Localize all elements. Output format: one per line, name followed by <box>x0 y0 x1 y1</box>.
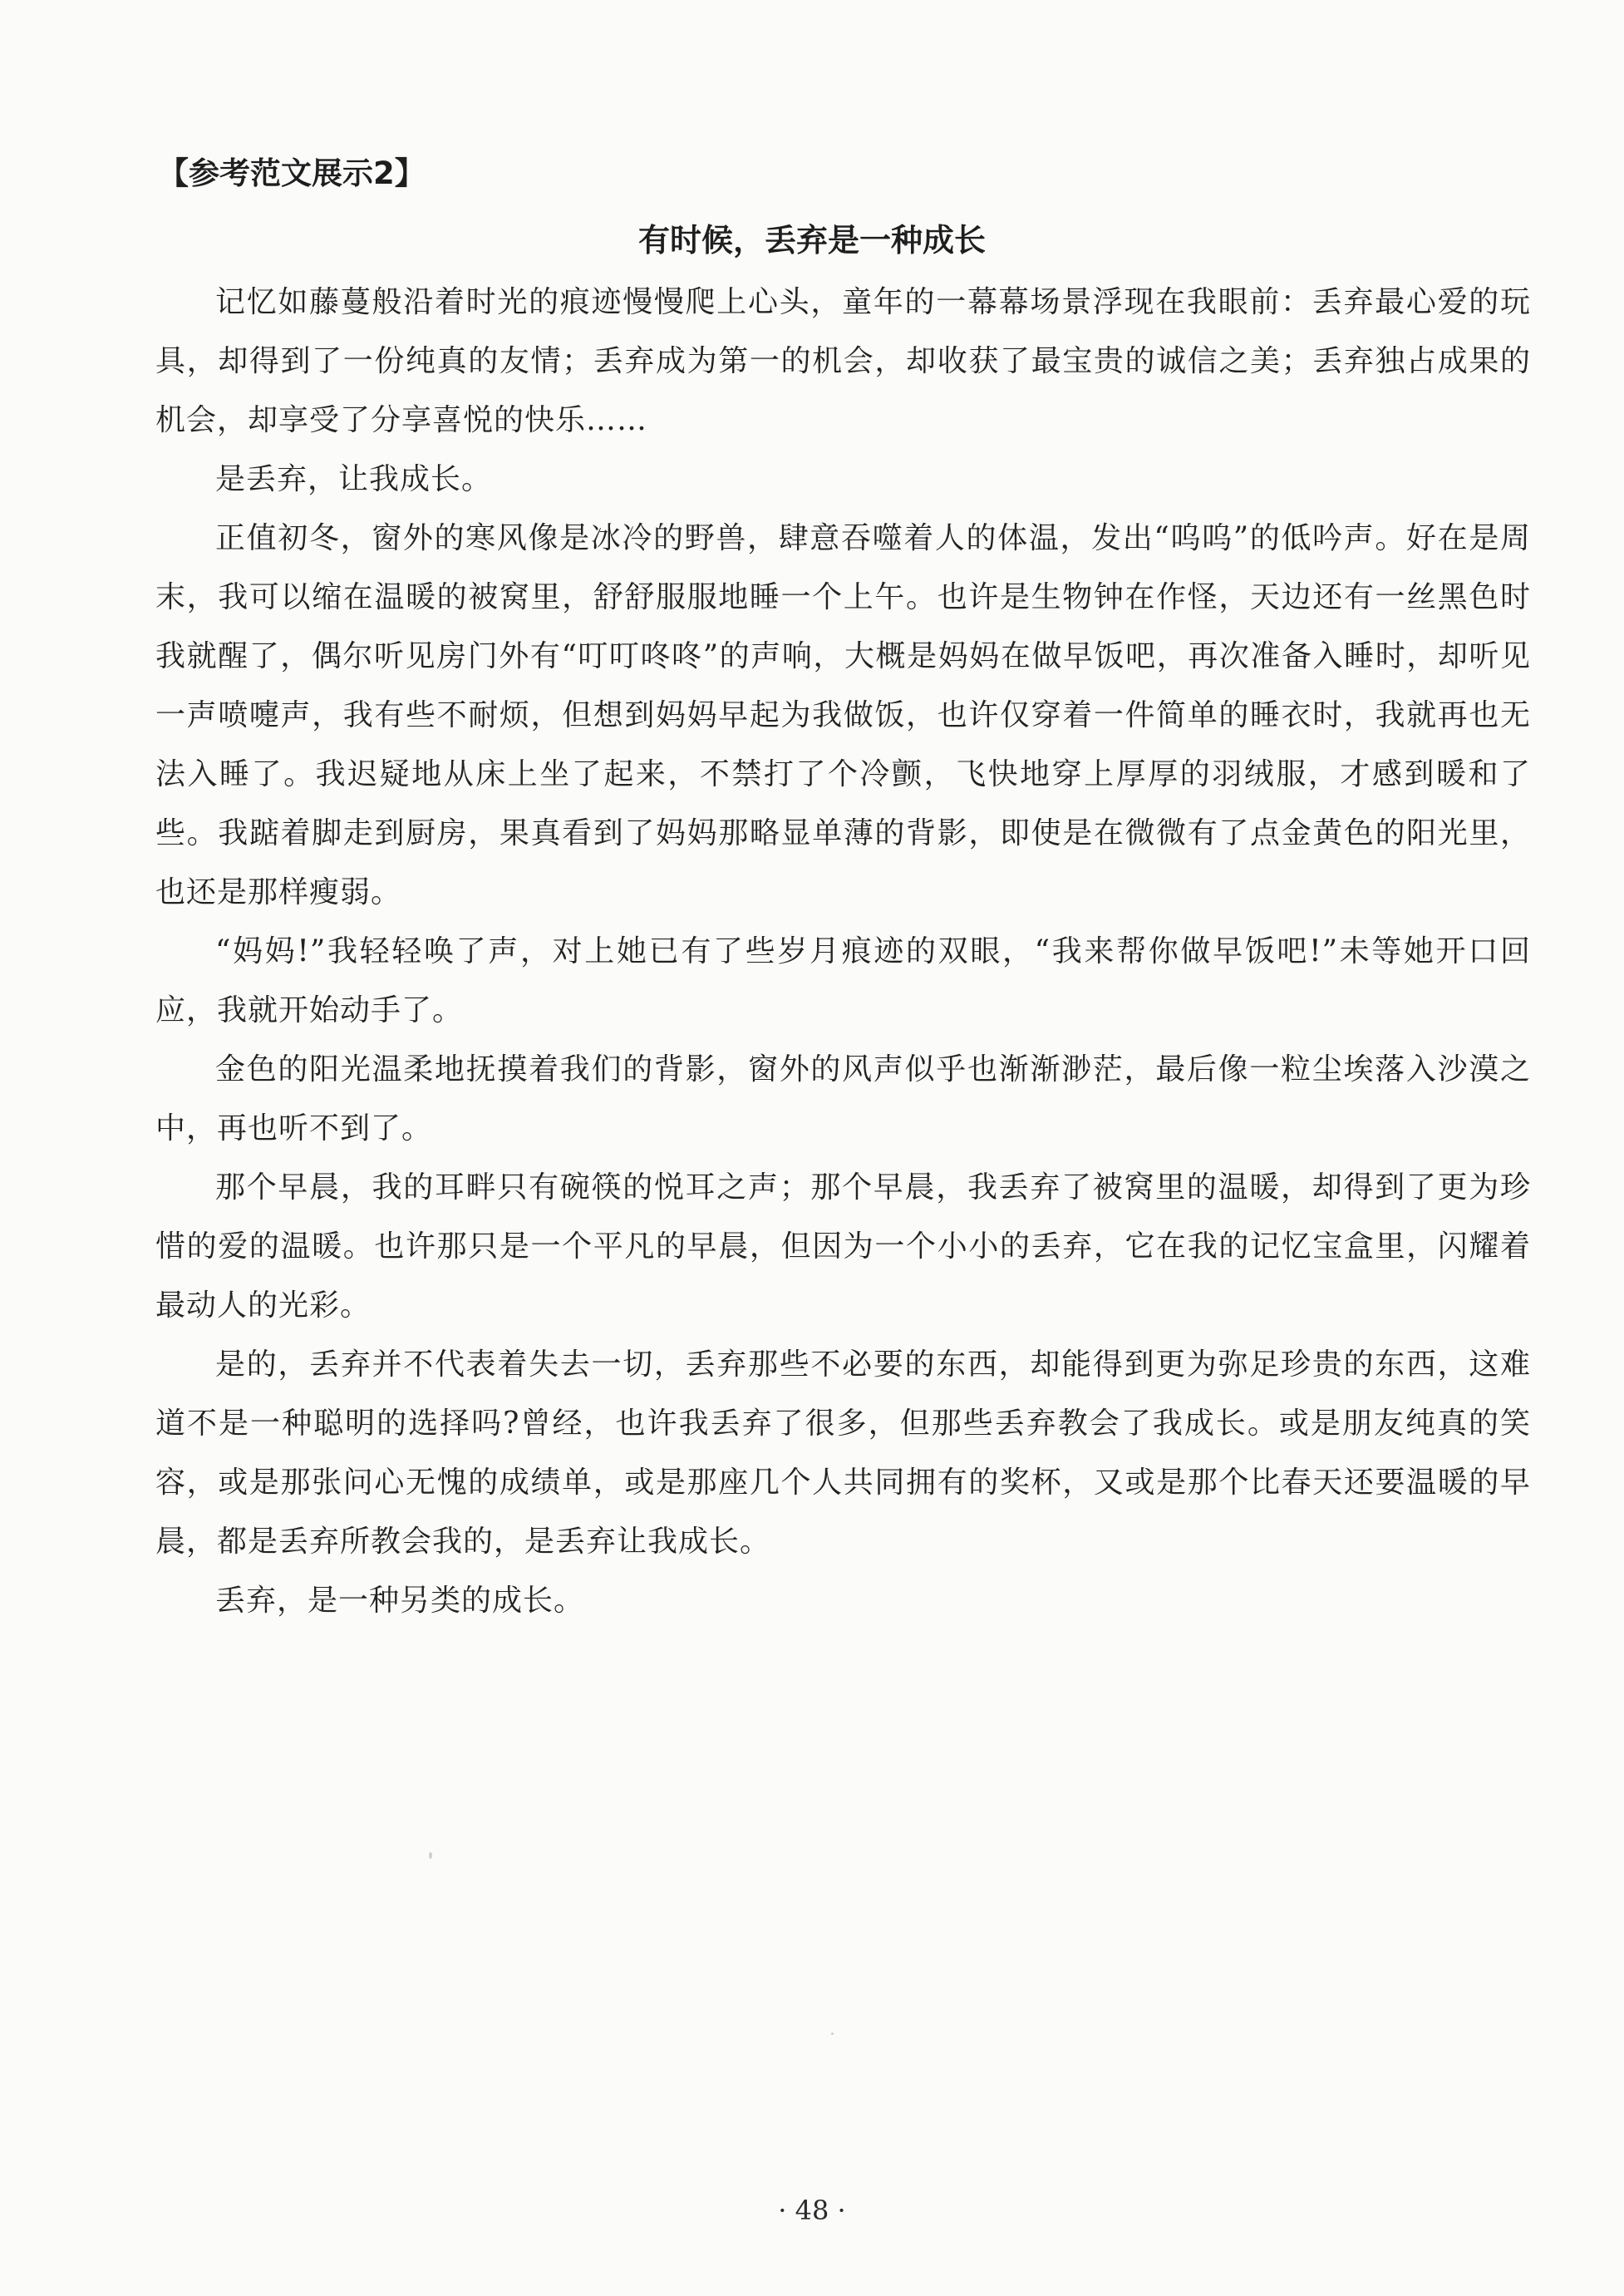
scan-speck <box>831 2032 834 2035</box>
essay-title: 有时候，丢弃是一种成长 <box>637 222 986 259</box>
paragraph: 正值初冬，窗外的寒风像是冰冷的野兽，肆意吞噬着人的体温，发出“呜呜”的低吟声。好在是周末，我可以缩在温暖的被窝里，舒舒服服地睡一个上午。也许是生物钟在作怪，天边还有一丝黑色时我就醒了，偶尔听见房门外有“叮叮咚咚”的声响，大概是妈妈在做早饭吧，再次准备入睡时，却听见一声喷嚏声，我有些不耐烦，但想到妈妈早起为我做饭，也许仅穿着一件简单的睡衣时，我就再也无法入睡了。我迟疑地从床上坐了起来，不禁打了个冷颤，飞快地穿上厚厚的羽绒服，才感到暖和了些。我踮着脚走到厨房，果真看到了妈妈那略显单薄的背影，即使是在微微有了点金黄色的阳光里，也还是那样瘦弱。 <box>155 521 1531 909</box>
scan-speck <box>429 1852 432 1859</box>
paragraph: 是丢弃，让我成长。 <box>215 462 493 496</box>
essay-body <box>155 273 1531 1630</box>
paragraph: 记忆如藤蔓般沿着时光的痕迹慢慢爬上心头，童年的一幕幕场景浮现在我眼前：丢弃最心爱的玩具，却得到了一份纯真的友情；丢弃成为第一的机会，却收获了最宝贵的诚信之美；丢弃独占成果的机会，却享受了分享喜悦的快乐…… <box>155 285 1531 437</box>
page-number: · 48 · <box>778 2195 846 2226</box>
paragraph: 金色的阳光温柔地抚摸着我们的背影，窗外的风声似乎也渐渐渺茫，最后像一粒尘埃落入沙漠之中，再也听不到了。 <box>155 1052 1531 1146</box>
section-label: 【参考范文展示2】 <box>158 155 426 191</box>
paragraph: 那个早晨，我的耳畔只有碗筷的悦耳之声；那个早晨，我丢弃了被窝里的温暖，却得到了更为珍惜的爱的温暖。也许那只是一个平凡的早晨，但因为一个小小的丢弃，它在我的记忆宝盒里，闪耀着最动人的光彩。 <box>155 1170 1531 1323</box>
paragraph: 是的，丢弃并不代表着失去一切，丢弃那些不必要的东西，却能得到更为弥足珍贵的东西，这难道不是一种聪明的选择吗?曾经，也许我丢弃了很多，但那些丢弃教会了我成长。或是朋友纯真的笑容，或是那张问心无愧的成绩单，或是那座几个人共同拥有的奖杯，又或是那个比春天还要温暖的早晨，都是丢弃所教会我的，是丢弃让我成长。 <box>155 1348 1531 1559</box>
paragraph: 丢弃，是一种另类的成长。 <box>215 1584 585 1618</box>
paragraph: “妈妈!”我轻轻唤了声，对上她已有了些岁月痕迹的双眼，“我来帮你做早饭吧!”未等她开口回应，我就开始动手了。 <box>155 934 1531 1027</box>
